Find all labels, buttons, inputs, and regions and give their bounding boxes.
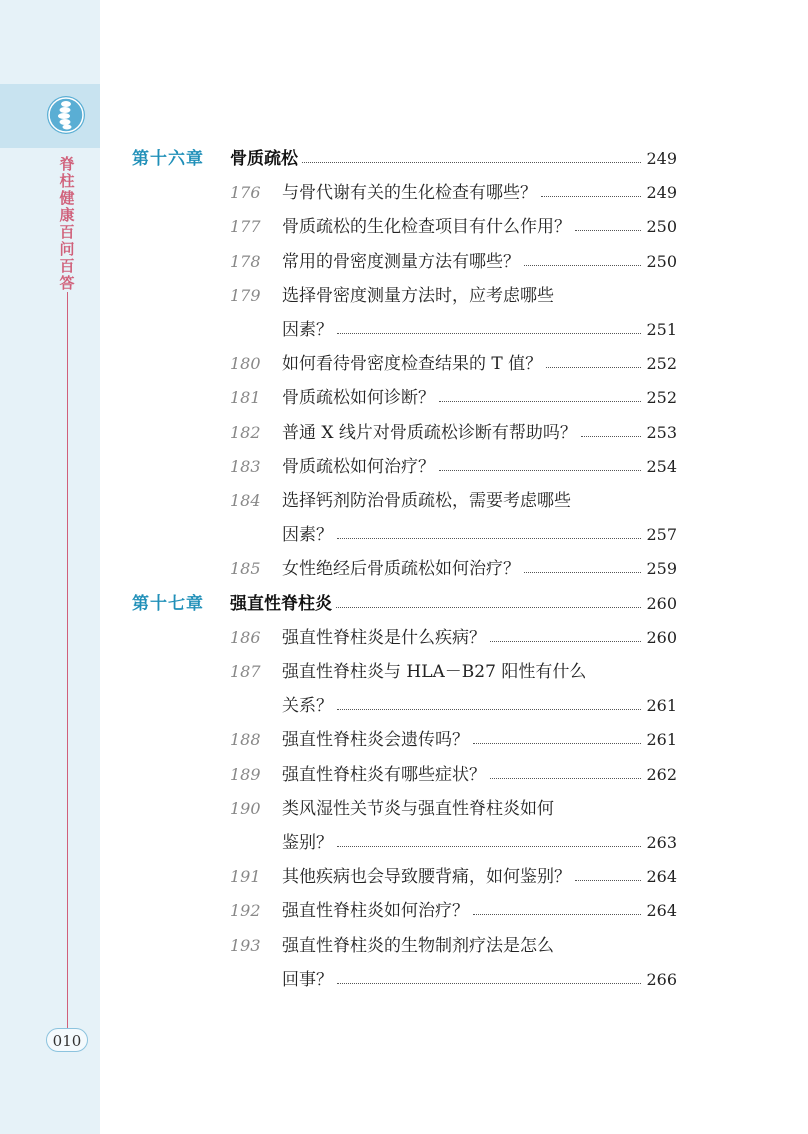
dot-leader xyxy=(337,538,641,539)
entry-title: 强直性脊柱炎与 HLA－B27 阳性有什么 xyxy=(282,662,587,682)
dot-leader xyxy=(336,607,641,608)
chapter-heading[interactable] xyxy=(0,148,808,180)
book-title-char: 百 xyxy=(59,223,75,241)
toc-page-number: 264 xyxy=(646,901,677,921)
dot-leader xyxy=(337,846,641,847)
book-title-char: 健 xyxy=(59,189,75,207)
page-number: 010 xyxy=(46,1028,88,1052)
entry-title: 如何看待骨密度检查结果的 T 值？ xyxy=(282,354,543,375)
toc-entry[interactable] xyxy=(0,900,808,932)
toc-entry[interactable] xyxy=(0,182,808,214)
entry-number: 177 xyxy=(230,217,261,237)
dot-leader xyxy=(541,196,641,197)
entry-title: 其他疾病也会导致腰背痛，如何鉴别？ xyxy=(282,867,571,888)
entry-number: 178 xyxy=(230,251,261,271)
toc-page-number: 250 xyxy=(646,251,677,271)
dot-leader xyxy=(337,709,641,710)
book-title-char: 百 xyxy=(59,257,75,275)
dot-leader xyxy=(302,162,641,163)
dot-leader xyxy=(337,983,641,984)
toc-entry[interactable] xyxy=(0,935,808,967)
entry-number: 181 xyxy=(230,388,261,408)
entry-number: 190 xyxy=(230,798,261,818)
entry-title: 女性绝经后骨质疏松如何治疗？ xyxy=(282,559,520,580)
toc-page-number: 253 xyxy=(646,422,677,442)
toc-page-number: 261 xyxy=(646,696,677,716)
entry-number: 184 xyxy=(230,491,261,510)
entry-number: 185 xyxy=(230,559,261,579)
dot-leader xyxy=(337,333,641,334)
entry-title: 因素？ xyxy=(282,320,333,340)
dot-leader xyxy=(490,778,641,779)
toc-entry[interactable] xyxy=(0,387,808,419)
toc-entry[interactable] xyxy=(0,216,808,248)
entry-number: 193 xyxy=(230,935,261,955)
chapter-title: 骨质疏松 xyxy=(230,149,298,169)
entry-number: 182 xyxy=(230,422,261,442)
toc-entry[interactable] xyxy=(0,661,808,693)
toc-entry[interactable] xyxy=(0,422,808,454)
toc-page-number: 249 xyxy=(646,183,677,203)
dot-leader xyxy=(524,265,641,266)
entry-title: 选择钙剂防治骨质疏松，需要考虑哪些 xyxy=(282,491,571,511)
entry-title: 强直性脊柱炎的生物制剂疗法是怎么 xyxy=(282,935,554,956)
toc-page-number: 250 xyxy=(646,217,677,237)
entry-title: 与骨代谢有关的生化检查有哪些？ xyxy=(282,183,537,204)
entry-title: 关系？ xyxy=(282,696,333,717)
dot-leader xyxy=(439,470,641,471)
toc-entry[interactable] xyxy=(0,524,808,556)
toc-page-number: 260 xyxy=(646,627,677,647)
toc-entry[interactable] xyxy=(0,285,808,317)
toc-entry[interactable] xyxy=(0,729,808,761)
entry-number: 192 xyxy=(230,901,261,921)
entry-number: 188 xyxy=(230,730,261,750)
entry-title: 强直性脊柱炎有哪些症状？ xyxy=(282,764,486,785)
toc-entry[interactable] xyxy=(0,353,808,385)
entry-number: 176 xyxy=(230,183,261,203)
entry-number: 186 xyxy=(230,627,261,647)
dot-leader xyxy=(546,367,641,368)
toc-page-number: 249 xyxy=(646,149,677,168)
dot-leader xyxy=(439,401,641,402)
toc-page-number: 257 xyxy=(646,525,677,545)
dot-leader xyxy=(473,914,641,915)
toc-entry[interactable] xyxy=(0,832,808,864)
toc-page-number: 262 xyxy=(646,764,677,784)
toc-page-number: 251 xyxy=(646,320,677,339)
toc-entry[interactable] xyxy=(0,558,808,590)
toc-entry[interactable] xyxy=(0,969,808,1001)
toc-entry[interactable] xyxy=(0,251,808,283)
entry-title: 鉴别？ xyxy=(282,833,333,853)
entry-title: 因素？ xyxy=(282,525,333,546)
toc-page-number: 266 xyxy=(646,969,677,989)
chapter-heading[interactable] xyxy=(0,593,808,625)
entry-title: 骨质疏松如何治疗？ xyxy=(282,456,435,477)
chapter-title: 强直性脊柱炎 xyxy=(230,593,332,614)
entry-title: 回事？ xyxy=(282,969,333,990)
entry-number: 189 xyxy=(230,764,261,784)
entry-title: 强直性脊柱炎如何治疗？ xyxy=(282,901,469,922)
book-title-char: 柱 xyxy=(59,172,75,190)
toc-entry[interactable] xyxy=(0,798,808,830)
entry-number: 187 xyxy=(230,662,261,681)
entry-title: 常用的骨密度测量方法有哪些？ xyxy=(282,251,520,272)
entry-title: 普通 X 线片对骨质疏松诊断有帮助吗？ xyxy=(282,422,577,443)
toc-entry[interactable] xyxy=(0,319,808,351)
toc-page-number: 252 xyxy=(646,354,677,374)
dot-leader xyxy=(575,230,641,231)
toc-page-number: 254 xyxy=(646,456,677,476)
dot-leader xyxy=(473,743,641,744)
dot-leader xyxy=(524,572,641,573)
dot-leader xyxy=(581,436,641,437)
dot-leader xyxy=(490,641,641,642)
toc-page-number: 263 xyxy=(646,833,677,852)
chapter-label: 第十六章 xyxy=(132,149,204,169)
toc-page-number: 264 xyxy=(646,867,677,887)
entry-number: 191 xyxy=(230,867,261,887)
entry-title: 选择骨密度测量方法时，应考虑哪些 xyxy=(282,285,554,306)
toc-page-number: 252 xyxy=(646,388,677,408)
toc-entry[interactable] xyxy=(0,695,808,727)
book-title-char: 问 xyxy=(59,240,75,258)
entry-number: 180 xyxy=(230,354,261,374)
book-title-char: 答 xyxy=(59,274,75,292)
entry-title: 强直性脊柱炎会遗传吗？ xyxy=(282,730,469,751)
entry-number: 179 xyxy=(230,285,261,305)
toc-page-number: 261 xyxy=(646,730,677,750)
entry-title: 骨质疏松如何诊断？ xyxy=(282,388,435,409)
chapter-label: 第十七章 xyxy=(132,593,204,614)
toc-page-number: 260 xyxy=(646,593,677,613)
entry-title: 骨质疏松的生化检查项目有什么作用？ xyxy=(282,217,571,238)
toc-entry[interactable] xyxy=(0,490,808,522)
toc-entry[interactable] xyxy=(0,764,808,796)
toc-page-number: 259 xyxy=(646,559,677,579)
toc-entry[interactable] xyxy=(0,866,808,898)
book-title-char: 康 xyxy=(59,206,75,224)
book-title-char: 脊 xyxy=(59,155,75,173)
entry-number: 183 xyxy=(230,456,261,476)
entry-title: 类风湿性关节炎与强直性脊柱炎如何 xyxy=(282,798,554,819)
toc-entry[interactable] xyxy=(0,456,808,488)
entry-title: 强直性脊柱炎是什么疾病？ xyxy=(282,627,486,648)
toc-entry[interactable] xyxy=(0,627,808,659)
dot-leader xyxy=(575,880,641,881)
